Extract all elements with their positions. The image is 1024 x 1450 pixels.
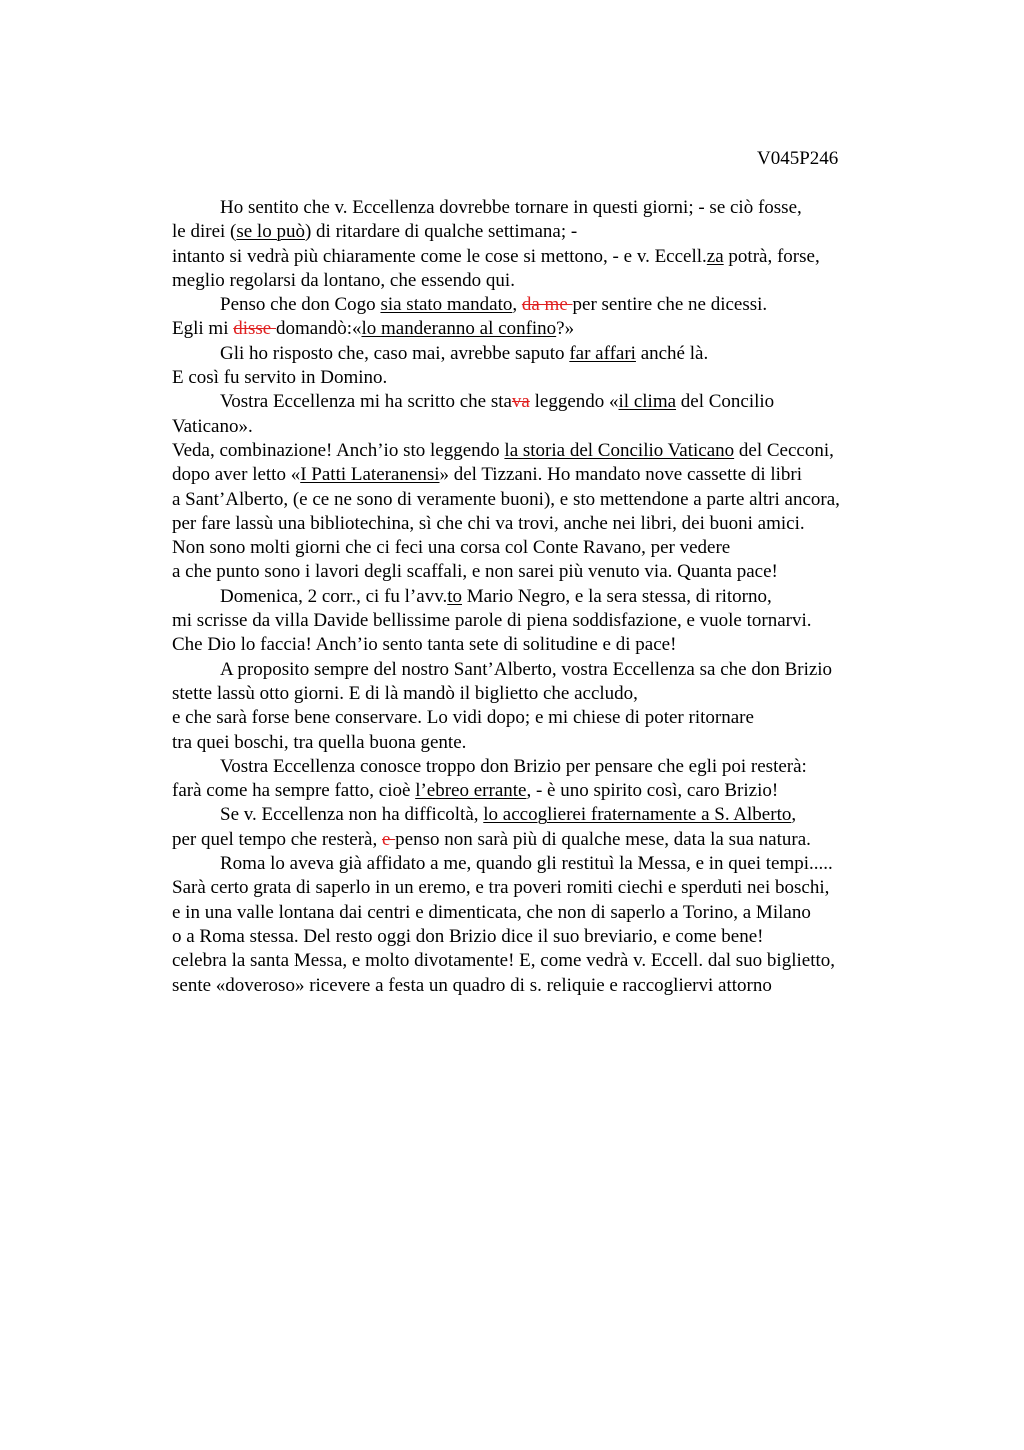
text-line [172, 876, 912, 900]
text-segment: anché là. [635, 342, 709, 364]
text-segment: a Sant’Alberto, (e ce ne sono di veramente buoni), e sto mettendone a parte altri ancora, [172, 488, 840, 510]
text-segment: Se v. Eccellenza non ha difficoltà, [220, 804, 484, 826]
text-line [172, 803, 912, 827]
text-segment: e che sarà forse bene conservare. Lo vidi dopo; e mi chiese di poter ritornare [172, 707, 754, 729]
underlined-text: l’ebreo errante [415, 780, 527, 802]
text-segment: potrà, forse, [723, 245, 820, 267]
text-line [172, 245, 912, 269]
underlined-text: la storia del Concilio Vaticano [504, 439, 735, 461]
text-segment: sente «doveroso» ricevere a festa un quadro di s. reliquie e raccogliervi attorno [172, 974, 772, 996]
text-segment: del Concilio [676, 391, 775, 413]
letter-body [172, 196, 912, 998]
text-segment: e in una valle lontana dai centri e dimenticata, che non di saperlo a Torino, a Milano [172, 901, 811, 923]
text-segment: , [791, 804, 797, 826]
text-line [172, 828, 912, 852]
text-segment: Sarà certo grata di saperlo in un eremo, e tra poveri romiti ciechi e sperduti nei boschi, [172, 877, 830, 899]
text-line [172, 317, 912, 341]
text-segment: Che Dio lo faccia! Anch’io sento tanta sete di solitudine e di pace! [172, 634, 677, 656]
underlined-text: sia stato mandato [380, 294, 513, 316]
text-segment: Vostra Eccellenza conosce troppo don Brizio per pensare che egli poi resterà: [220, 755, 807, 777]
text-segment: Egli mi [172, 318, 234, 340]
text-line [172, 488, 912, 512]
text-segment: del Cecconi, [734, 439, 834, 461]
text-segment: leggendo « [529, 391, 619, 413]
text-line [172, 366, 912, 390]
text-line [172, 779, 912, 803]
text-line [172, 536, 912, 560]
text-line [172, 390, 912, 414]
text-segment: » del Tizzani. Ho mandato nove cassette di libri [439, 464, 803, 486]
text-segment: Mario Negro, e la sera stessa, di ritorno, [462, 585, 772, 607]
text-segment: ) di ritardare di qualche settimana; - [304, 221, 578, 243]
text-segment: celebra la santa Messa, e molto divotamente! E, come vedrà v. Eccell. dal suo biglietto, [172, 950, 836, 972]
text-segment: Ho sentito che v. Eccellenza dovrebbe tornare in questi giorni; - se ciò fosse, [220, 197, 802, 218]
text-line [172, 731, 912, 755]
text-segment: meglio regolarsi da lontano, che essendo qui. [172, 269, 515, 291]
text-segment: le direi ( [172, 221, 237, 243]
text-line [172, 901, 912, 925]
underlined-text: far affari [569, 342, 636, 364]
underlined-text: to [447, 585, 462, 607]
text-segment: Gli ho risposto che, caso mai, avrebbe saputo [220, 342, 570, 364]
text-line [172, 439, 912, 463]
text-segment: per sentire che ne dicessi. [572, 294, 768, 316]
text-segment: a che punto sono i lavori degli scaffali, e non sarei più venuto via. Quanta pace! [172, 561, 778, 583]
text-segment: Domenica, 2 corr., ci fu l’avv. [220, 585, 448, 607]
text-line [172, 463, 912, 487]
text-line [172, 925, 912, 949]
text-line [172, 949, 912, 973]
deleted-text: disse [233, 318, 276, 340]
text-line [172, 415, 912, 439]
text-line [172, 269, 912, 293]
text-segment: farà come ha sempre fatto, cioè [172, 780, 416, 802]
text-line [172, 220, 912, 244]
text-segment: Vostra Eccellenza mi ha scritto che sta [220, 391, 512, 413]
text-segment: Penso che don Cogo [220, 294, 381, 316]
text-line [172, 658, 912, 682]
page-id: V045P246 [757, 148, 839, 169]
text-segment: domandò:« [275, 318, 362, 340]
text-segment: Non sono molti giorni che ci feci una corsa col Conte Ravano, per vedere [172, 537, 731, 559]
text-line [172, 196, 912, 220]
text-segment: per fare lassù una bibliotechina, sì che chi va trovi, anche nei libri, dei buoni amici. [172, 512, 805, 534]
text-line [172, 852, 912, 876]
text-segment: stette lassù otto giorni. E di là mandò il biglietto che accludo, [172, 682, 638, 704]
text-line [172, 560, 912, 584]
text-segment: , [512, 294, 522, 316]
underlined-text: lo manderanno al confino [361, 318, 557, 340]
text-line [172, 342, 912, 366]
text-segment: mi scrisse da villa Davide bellissime parole di piena soddisfazione, e vuole tornarvi. [172, 610, 812, 632]
text-segment: tra quei boschi, tra quella buona gente. [172, 731, 467, 753]
text-segment: Vaticano». [172, 415, 253, 437]
text-segment: A proposito sempre del nostro Sant’Alberto, vostra Eccellenza sa che don Brizio [220, 658, 833, 680]
text-line [172, 585, 912, 609]
text-line [172, 682, 912, 706]
underlined-text: se lo può [236, 221, 305, 243]
text-segment: , - è uno spirito così, caro Brizio! [526, 780, 779, 802]
deleted-text: da me [521, 294, 573, 316]
text-segment: dopo aver letto « [172, 464, 301, 486]
underlined-text: lo accoglierei fraternamente a S. Alberto [483, 804, 792, 826]
underlined-text: za [706, 245, 724, 267]
text-segment: o a Roma stessa. Del resto oggi don Brizio dice il suo breviario, e come bene! [172, 925, 764, 947]
deleted-text: e [381, 828, 396, 850]
text-segment: intanto si vedrà più chiaramente come le cose si mettono, - e v. Eccell. [172, 245, 707, 267]
text-line [172, 755, 912, 779]
text-segment: E così fu servito in Domino. [172, 367, 388, 389]
text-line [172, 633, 912, 657]
text-segment: Roma lo aveva già affidato a me, quando gli restituì la Messa, e in quei tempi..... [220, 853, 833, 875]
deleted-text: va [511, 391, 530, 413]
text-segment: penso non sarà più di qualche mese, data la sua natura. [395, 828, 811, 850]
text-segment: ?» [556, 318, 575, 340]
text-segment: Veda, combinazione! Anch’io sto leggendo [172, 439, 505, 461]
underlined-text: il clima [618, 391, 677, 413]
underlined-text: I Patti Lateranensi [300, 464, 440, 486]
text-segment: per quel tempo che resterà, [172, 828, 382, 850]
text-line [172, 293, 912, 317]
text-line [172, 706, 912, 730]
text-line [172, 512, 912, 536]
text-line [172, 609, 912, 633]
text-line [172, 974, 912, 998]
